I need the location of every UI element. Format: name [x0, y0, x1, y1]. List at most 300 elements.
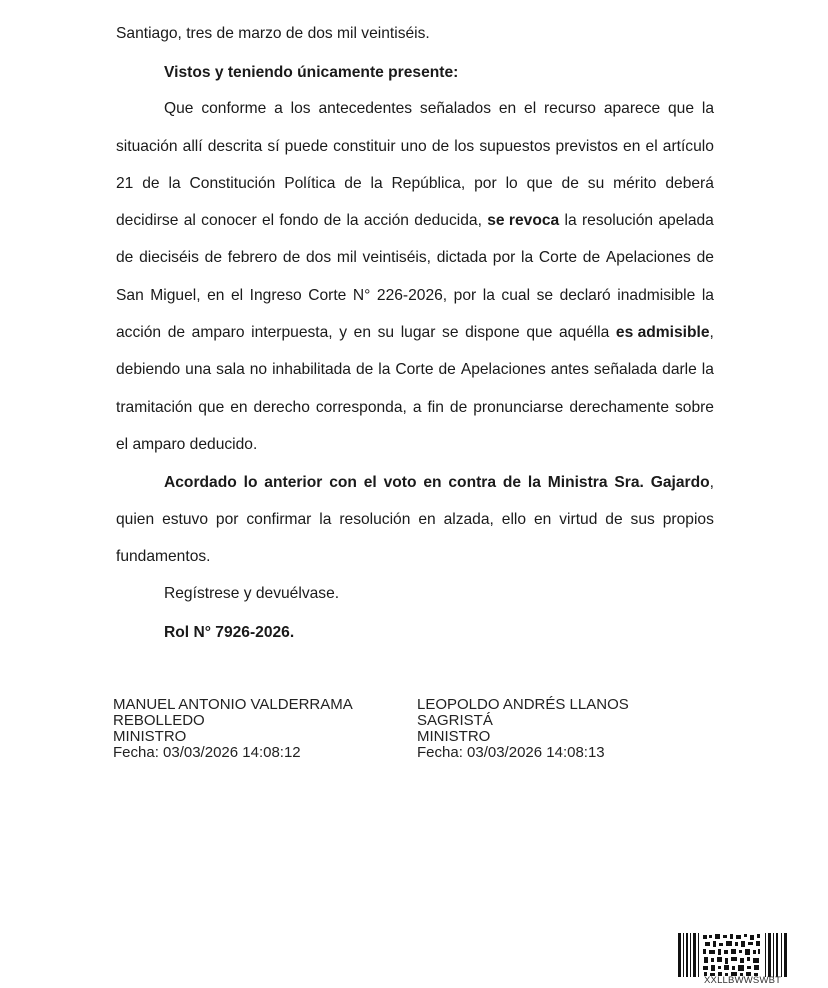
word	[487, 210, 559, 232]
word	[116, 210, 178, 232]
word	[501, 285, 530, 307]
word-text: darle	[662, 361, 697, 378]
word	[524, 98, 536, 120]
word	[418, 509, 435, 531]
word-text: mil	[336, 249, 357, 266]
word	[291, 98, 311, 120]
word	[483, 285, 495, 307]
word-text: dispone	[465, 324, 520, 341]
word	[473, 397, 563, 419]
word-text: Apelaciones	[605, 249, 691, 266]
word	[208, 136, 263, 158]
word-text: de	[142, 175, 160, 192]
word	[427, 397, 443, 419]
word	[184, 210, 196, 232]
word-text: cual	[501, 287, 531, 304]
word	[565, 210, 577, 232]
word	[116, 285, 144, 307]
word	[162, 509, 208, 531]
word	[164, 98, 193, 120]
word	[168, 322, 185, 344]
word	[401, 322, 436, 344]
rol-number: Rol N° 7926-2026.	[164, 624, 295, 641]
word	[658, 210, 714, 232]
word	[339, 322, 347, 344]
word-text: voto	[383, 474, 417, 491]
word-text: la	[701, 361, 714, 378]
word	[605, 509, 622, 531]
word	[623, 136, 640, 158]
word-text: allí	[182, 138, 203, 155]
word	[324, 210, 341, 232]
word	[190, 173, 276, 195]
word-text: la	[701, 100, 714, 117]
word-text: contra	[448, 474, 497, 491]
word	[413, 397, 422, 419]
word-text: recurso	[543, 100, 596, 117]
word	[205, 247, 222, 269]
word-text: San	[116, 287, 144, 304]
word-text: su	[377, 324, 395, 341]
word	[420, 98, 491, 120]
word	[333, 136, 395, 158]
word-text: República,	[391, 175, 466, 192]
closing-line: Regístrese y devuélvase.	[164, 585, 340, 602]
paragraph-line	[116, 509, 714, 531]
word	[454, 285, 477, 307]
word	[267, 136, 279, 158]
word-text: 226-2026,	[376, 287, 448, 304]
word-text: fondo	[279, 212, 319, 229]
word-text: el	[261, 212, 275, 229]
paragraph-last-line: el amparo deducido.	[116, 436, 258, 453]
word-text: de	[167, 324, 186, 341]
word	[116, 322, 161, 344]
word	[319, 509, 331, 531]
word	[651, 472, 714, 494]
heading: Vistos y teniendo únicamente presente:	[164, 64, 459, 81]
word	[378, 322, 394, 344]
word-text: de	[282, 249, 301, 266]
word	[562, 173, 579, 195]
word	[251, 322, 333, 344]
signer-title: MINISTRO	[113, 728, 187, 745]
word-text: Corte	[308, 287, 347, 304]
word-text: Constitución	[189, 175, 276, 192]
paragraph-line	[116, 173, 714, 195]
word	[228, 247, 277, 269]
word	[116, 247, 133, 269]
word-text: situación	[116, 138, 178, 155]
word	[534, 509, 551, 531]
paragraph-line	[116, 397, 714, 419]
signer-title: MINISTRO	[417, 728, 491, 745]
word-text: lo	[243, 474, 258, 491]
word	[318, 98, 412, 120]
word	[465, 322, 520, 344]
word-text: la	[521, 249, 534, 266]
word-text: en	[207, 287, 225, 304]
paragraph-line	[164, 472, 714, 494]
word	[537, 285, 553, 307]
word-text: Corte	[538, 249, 578, 266]
word-text: antes	[550, 361, 589, 378]
word-text: acción	[363, 212, 409, 229]
word-text: supuestos	[479, 138, 551, 155]
word-text: en	[423, 474, 442, 491]
paragraph-line	[116, 247, 714, 269]
word	[454, 136, 474, 158]
word	[702, 285, 714, 307]
word-text: en	[623, 138, 641, 155]
verification-barcode-icon	[678, 933, 790, 977]
word-text: acción	[116, 324, 162, 341]
word-punctuation: ,	[709, 474, 714, 491]
word-text: a	[274, 100, 283, 117]
word	[528, 472, 541, 494]
word-text: conforme	[201, 100, 267, 117]
word	[384, 472, 417, 494]
word-text: de	[323, 212, 342, 229]
paragraph-last-line: fundamentos.	[116, 548, 211, 565]
word-text: N°	[352, 287, 371, 304]
word-text: tramitación	[116, 399, 193, 416]
word-text: puede	[284, 138, 329, 155]
word	[474, 173, 497, 195]
word-text: señalada	[593, 361, 658, 378]
signature-block-1	[113, 697, 353, 761]
word-text: derecho	[253, 399, 310, 416]
word-text: pronunciarse	[473, 399, 564, 416]
word-text: de	[344, 175, 362, 192]
word-text: debiendo	[116, 361, 181, 378]
word	[631, 509, 655, 531]
word-text: la	[319, 511, 332, 528]
word-text: sobre	[674, 399, 714, 416]
word	[594, 359, 657, 381]
word-text: con	[329, 474, 357, 491]
word	[668, 98, 694, 120]
signature-block-2	[417, 697, 629, 761]
word-text: lo	[505, 175, 518, 192]
word	[279, 210, 318, 232]
word	[250, 285, 302, 307]
word-text: los	[290, 100, 311, 117]
word	[675, 397, 714, 419]
word-text: Ingreso	[249, 287, 302, 304]
word-text: y	[339, 324, 348, 341]
word	[616, 322, 714, 344]
word-text: 21	[116, 175, 134, 192]
word-text: de	[605, 511, 623, 528]
word-text: resolución	[581, 212, 654, 229]
word	[526, 322, 552, 344]
word-text: uno	[400, 138, 427, 155]
word	[401, 136, 427, 158]
word-text: deducida,	[414, 212, 482, 229]
word-text: apelada	[658, 212, 714, 229]
word	[450, 397, 467, 419]
word-text: Política	[284, 175, 336, 192]
word-text: sus	[630, 511, 655, 528]
word-text: en	[498, 100, 517, 117]
word	[201, 98, 266, 120]
word-text: en	[418, 511, 436, 528]
word-text: inadmisible	[617, 287, 696, 304]
word-text: Miguel,	[150, 287, 201, 304]
word-text: de	[561, 175, 579, 192]
word-text: de	[355, 361, 374, 378]
word-text: sí	[267, 138, 280, 155]
word-text: propios	[662, 511, 714, 528]
word	[346, 210, 358, 232]
word-text: el	[645, 138, 658, 155]
word	[316, 397, 407, 419]
word	[583, 247, 600, 269]
word-text: la	[527, 474, 541, 491]
word	[479, 136, 550, 158]
word-text: por	[492, 249, 516, 266]
word-text: descrita	[207, 138, 263, 155]
word	[116, 397, 192, 419]
word	[353, 285, 371, 307]
word-text: febrero	[227, 249, 278, 266]
word	[308, 285, 346, 307]
word-text: derechamente	[569, 399, 670, 416]
word	[604, 98, 660, 120]
word-text: de	[438, 361, 456, 378]
word-text: de	[116, 249, 134, 266]
word-text: el	[230, 287, 244, 304]
word	[339, 509, 410, 531]
word	[231, 285, 243, 307]
word	[244, 472, 258, 494]
word-text: conocer	[201, 212, 257, 229]
word	[444, 509, 494, 531]
word	[617, 285, 695, 307]
word-text: fin	[427, 399, 444, 416]
word	[559, 322, 609, 344]
word-text: que	[526, 324, 553, 341]
word	[216, 359, 245, 381]
paragraph-line	[116, 136, 714, 158]
word-text: aparece	[603, 100, 661, 117]
word-text: se	[442, 324, 459, 341]
word	[378, 359, 390, 381]
word	[377, 285, 447, 307]
word	[539, 247, 577, 269]
word	[392, 173, 466, 195]
signer-name-line2: SAGRISTÁ	[417, 712, 493, 729]
word-text: declaró	[559, 287, 611, 304]
word	[192, 322, 245, 344]
word-text: se	[536, 287, 554, 304]
word-text: los	[454, 138, 475, 155]
word-text: decidirse	[116, 212, 179, 229]
word-text: la	[168, 175, 181, 192]
word-text: que	[198, 399, 225, 416]
word	[414, 210, 482, 232]
word	[198, 397, 224, 419]
word	[665, 173, 714, 195]
word-text: Ministra	[547, 474, 608, 491]
word	[395, 359, 433, 381]
word-text: de	[449, 399, 468, 416]
word	[569, 397, 669, 419]
word	[442, 322, 458, 344]
word	[354, 322, 371, 344]
word	[207, 285, 224, 307]
word	[527, 173, 553, 195]
word-text: su	[587, 175, 605, 192]
word-text: estuvo	[162, 511, 209, 528]
word	[438, 359, 455, 381]
word	[116, 136, 178, 158]
word-text: una	[185, 361, 212, 378]
word	[284, 173, 335, 195]
word-text: por	[215, 511, 239, 528]
word-text: corresponda,	[315, 399, 407, 416]
word-text: el	[363, 474, 377, 491]
word-text: que	[526, 175, 553, 192]
word	[139, 247, 199, 269]
word-text: veintiséis,	[362, 249, 431, 266]
word	[606, 247, 691, 269]
word	[183, 136, 203, 158]
word	[493, 247, 516, 269]
word-text: Gajardo	[650, 474, 710, 491]
word	[502, 509, 526, 531]
word-text: en	[353, 324, 372, 341]
word	[116, 509, 154, 531]
word	[344, 173, 361, 195]
word	[613, 173, 656, 195]
paragraph-line	[164, 98, 714, 120]
word	[548, 472, 608, 494]
word	[306, 247, 331, 269]
word	[262, 210, 274, 232]
word	[201, 210, 256, 232]
word	[499, 98, 516, 120]
word-text: el	[524, 100, 537, 117]
word-text: por	[453, 287, 477, 304]
verification-code: XXLLBWWSWBT	[704, 975, 782, 986]
word-text: dos	[305, 249, 332, 266]
word	[254, 397, 310, 419]
word-text: resolución	[339, 511, 411, 528]
word	[702, 359, 714, 381]
word	[337, 247, 357, 269]
word-text: en	[533, 511, 552, 528]
word-text: a	[412, 399, 422, 416]
word	[363, 247, 431, 269]
signature-date: Fecha: 03/03/2026 14:08:13	[417, 744, 605, 761]
word	[169, 173, 181, 195]
word	[432, 136, 449, 158]
word	[250, 359, 267, 381]
word-text: anterior	[264, 474, 323, 491]
word-text: la	[701, 287, 714, 304]
word-text: señalados	[419, 100, 491, 117]
word-text: dieciséis	[139, 249, 199, 266]
word-text: lugar	[400, 324, 436, 341]
word-text: Apelaciones	[460, 361, 546, 378]
word	[364, 472, 377, 494]
word	[697, 247, 714, 269]
word	[448, 472, 496, 494]
word	[702, 98, 714, 120]
word	[423, 472, 441, 494]
word-text: ello	[501, 511, 527, 528]
signature-date: Fecha: 03/03/2026 14:08:12	[113, 744, 301, 761]
word-text: virtud	[559, 511, 598, 528]
word-text: Sra.	[614, 474, 644, 491]
word-text: inhabilitada	[272, 361, 351, 378]
word	[663, 509, 714, 531]
word-text: no	[249, 361, 268, 378]
word	[371, 173, 383, 195]
word-text: dictada	[436, 249, 488, 266]
word-text: en	[230, 399, 248, 416]
word	[285, 136, 328, 158]
word-text: la	[564, 212, 577, 229]
word	[272, 359, 351, 381]
word-text: es admisible	[615, 324, 710, 341]
word	[329, 472, 357, 494]
word-text: la	[346, 212, 359, 229]
word	[230, 397, 247, 419]
word-text: alzada,	[443, 511, 494, 528]
word-text: Que	[164, 100, 194, 117]
signer-name-line1: LEOPOLDO ANDRÉS LLANOS	[417, 696, 629, 713]
word-text: artículo	[662, 138, 714, 155]
word	[264, 472, 322, 494]
word-text: constituir	[333, 138, 396, 155]
word	[164, 472, 237, 494]
word	[582, 210, 653, 232]
word-text: aquélla	[558, 324, 610, 341]
word-text: de	[502, 474, 522, 491]
word	[150, 285, 200, 307]
word-text: de	[431, 138, 450, 155]
paragraph-line	[116, 359, 714, 381]
word	[461, 359, 546, 381]
word	[663, 136, 714, 158]
word-text: amparo	[191, 324, 245, 341]
word-text: al	[183, 212, 196, 229]
date-line: Santiago, tres de marzo de dos mil veintiséis.	[116, 25, 430, 42]
word	[185, 359, 211, 381]
word	[614, 472, 643, 494]
word	[246, 509, 311, 531]
signer-name-line2: REBOLLEDO	[113, 712, 205, 729]
word-text: la	[378, 361, 391, 378]
word-text: confirmar	[246, 511, 312, 528]
word	[283, 247, 300, 269]
word-text: de	[696, 249, 714, 266]
word-text: sala	[216, 361, 245, 378]
word-text: la	[482, 287, 495, 304]
word	[544, 98, 596, 120]
word	[116, 359, 180, 381]
paragraph-line	[116, 285, 714, 307]
word	[588, 173, 604, 195]
word	[506, 173, 518, 195]
word-text: de	[204, 249, 222, 266]
word-text: se revoca	[487, 212, 560, 229]
word-text: quien	[116, 511, 155, 528]
word-text: que	[668, 100, 695, 117]
